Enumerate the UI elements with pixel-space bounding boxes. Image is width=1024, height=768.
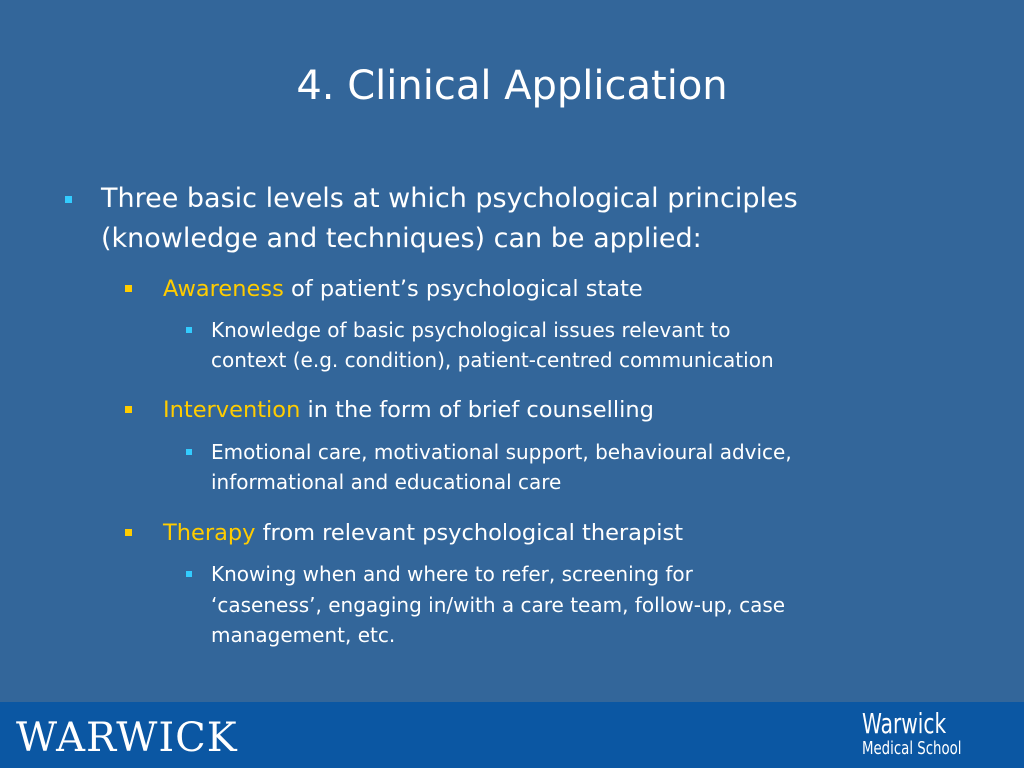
slide-title: 4. Clinical Application (296, 63, 728, 109)
intro-line-1: Three basic levels at which psychological principles (101, 183, 798, 214)
level-intervention-highlight: Intervention (163, 397, 301, 423)
wms-logo-line-1: Warwick (861, 707, 946, 740)
bullet-marker (125, 529, 132, 536)
bullet-marker (125, 406, 132, 413)
awareness-detail-line-1: Knowledge of basic psychological issues relevant to (211, 318, 731, 342)
bullet-marker (125, 285, 132, 292)
level-awareness (163, 274, 643, 304)
footer-bar (0, 702, 1024, 768)
level-awareness-highlight: Awareness (163, 276, 284, 302)
therapy-detail-line-3: management, etc. (211, 623, 396, 647)
intervention-detail-line-2: informational and educational care (211, 470, 562, 494)
therapy-detail-line-2: ‘caseness’, engaging in/with a care team, follow-up, case (211, 593, 786, 617)
level-therapy-highlight: Therapy (163, 520, 256, 546)
intro-line-2: (knowledge and techniques) can be applied: (101, 223, 702, 254)
intervention-detail-line-1: Emotional care, motivational support, behavioural advice, (211, 440, 792, 464)
bullet-marker (186, 327, 192, 333)
level-intervention-rest: in the form of brief counselling (300, 397, 654, 423)
wms-logo-line-2: Medical School (861, 738, 962, 759)
warwick-medical-school-logo (861, 707, 996, 759)
bullet-marker (65, 196, 72, 203)
level-therapy (163, 518, 683, 548)
awareness-detail-line-2: context (e.g. condition), patient-centred communication (211, 348, 774, 372)
level-therapy-rest: from relevant psychological therapist (255, 520, 684, 546)
level-awareness-rest: of patient’s psychological state (283, 276, 643, 302)
level-intervention (163, 395, 654, 425)
bullet-marker (186, 449, 192, 455)
bullet-marker (186, 571, 192, 577)
warwick-logo: WARWICK (16, 715, 238, 761)
therapy-detail-line-1: Knowing when and where to refer, screening for (211, 562, 693, 586)
